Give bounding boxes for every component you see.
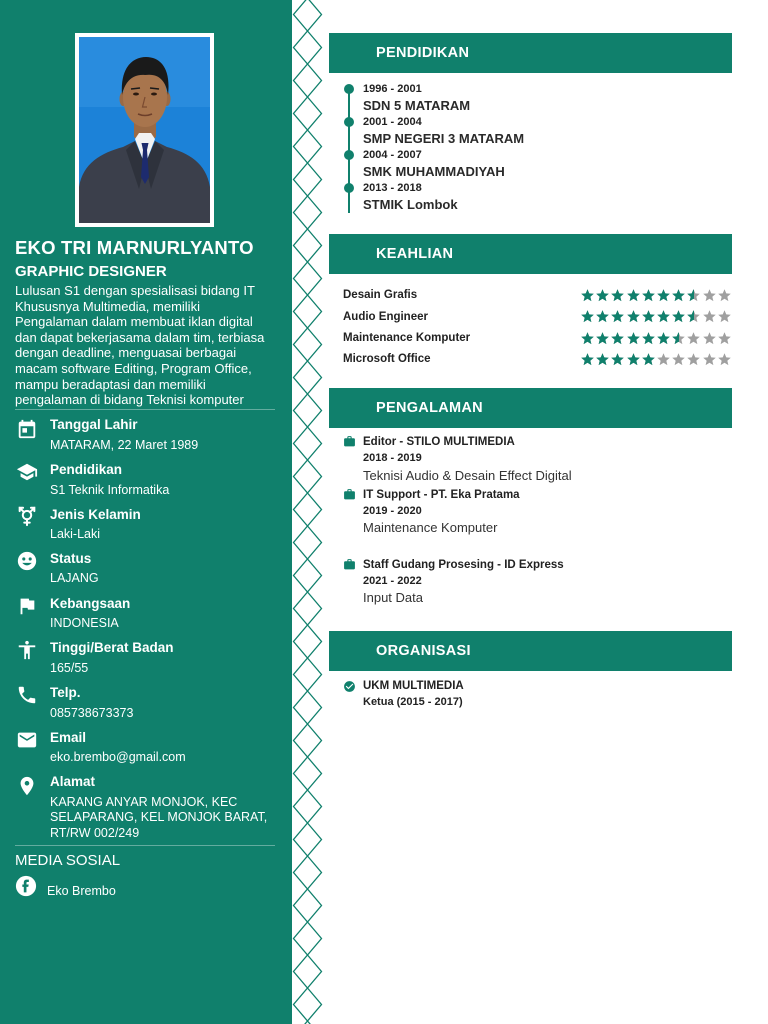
organization-name: UKM MULTIMEDIA	[363, 680, 464, 692]
info-label-birth: Tanggal Lahir	[50, 417, 138, 432]
description-line: dan dapat bekerjasama dalam tim, terbiasa	[15, 329, 265, 345]
education-years: 2001 - 2004	[363, 116, 422, 128]
profile-photo	[79, 37, 210, 223]
info-label-height-weight: Tinggi/Berat Badan	[50, 640, 174, 655]
check-circle-icon	[343, 680, 356, 693]
star-full-icon	[671, 288, 686, 303]
education-school: SMP NEGERI 3 MATARAM	[363, 131, 525, 146]
section-header-organization: ORGANISASI	[329, 631, 732, 671]
email-icon	[16, 729, 38, 751]
star-full-icon	[595, 352, 610, 367]
education-years: 2013 - 2018	[363, 182, 422, 194]
star-full-icon	[580, 331, 595, 346]
skill-name: Microsoft Office	[343, 353, 431, 365]
star-full-icon	[641, 288, 656, 303]
profile-title: GRAPHIC DESIGNER	[15, 263, 167, 280]
flag-icon	[16, 595, 38, 617]
info-label-address: Alamat	[50, 774, 96, 789]
experience-role: IT Support - PT. Eka Pratama	[363, 489, 520, 501]
experience-description: Maintenance Komputer	[363, 520, 498, 535]
experience-years: 2019 - 2020	[363, 505, 422, 517]
skill-rating	[580, 288, 732, 303]
star-empty-icon	[702, 288, 717, 303]
info-value-nationality: INDONESIA	[50, 615, 119, 630]
description-line: macam software Editing, Program Office,	[15, 360, 252, 376]
profile-photo-frame	[75, 33, 214, 227]
organization-role: Ketua (2015 - 2017)	[363, 696, 463, 708]
education-school: SMK MUHAMMADIYAH	[363, 164, 505, 179]
star-empty-icon	[656, 352, 671, 367]
divider	[15, 409, 275, 410]
star-full-icon	[641, 331, 656, 346]
star-empty-icon	[686, 352, 701, 367]
address-line: SELAPARANG, KEL MONJOK BARAT,	[50, 810, 268, 824]
sidebar	[0, 0, 292, 1024]
star-half-icon	[686, 309, 701, 324]
profile-description	[15, 283, 264, 408]
skill-name: Audio Engineer	[343, 310, 428, 323]
star-empty-icon	[717, 309, 732, 324]
phone-icon	[16, 684, 38, 706]
info-value-height-weight: 165/55	[50, 660, 89, 675]
gender-icon	[16, 505, 38, 527]
education-years: 1996 - 2001	[363, 83, 422, 95]
experience-description: Input Data	[363, 590, 423, 605]
section-header-education: PENDIDIKAN	[329, 33, 732, 73]
star-empty-icon	[717, 288, 732, 303]
description-line: pengalaman di bidang Teknisi komputer	[15, 392, 244, 408]
star-empty-icon	[671, 352, 686, 367]
star-full-icon	[671, 309, 686, 324]
diamond-border	[292, 0, 323, 1024]
experience-years: 2021 - 2022	[363, 575, 422, 587]
education-school: SDN 5 MATARAM	[363, 98, 471, 113]
star-full-icon	[595, 288, 610, 303]
timeline-dot	[344, 84, 354, 94]
info-label-gender: Jenis Kelamin	[50, 507, 141, 522]
facebook-name: Eko Brembo	[47, 883, 116, 898]
star-full-icon	[595, 331, 610, 346]
star-full-icon	[610, 352, 625, 367]
skill-rating	[580, 331, 732, 346]
experience-role: Editor - STILO MULTIMEDIA	[363, 436, 515, 448]
star-full-icon	[656, 331, 671, 346]
info-value-birth: MATARAM, 22 Maret 1989	[50, 437, 199, 452]
face-icon	[16, 550, 38, 572]
timeline-dot	[344, 183, 354, 193]
experience-years: 2018 - 2019	[363, 452, 422, 464]
info-label-nationality: Kebangsaan	[50, 596, 131, 611]
address-line: KARANG ANYAR MONJOK, KEC	[50, 794, 238, 809]
star-full-icon	[626, 331, 641, 346]
info-value-email: eko.brembo@gmail.com	[50, 749, 186, 764]
profile-name: EKO TRI MARNURLYANTO	[15, 237, 254, 258]
skill-name: Maintenance Komputer	[343, 332, 471, 344]
facebook-icon	[15, 875, 37, 897]
star-empty-icon	[717, 331, 732, 346]
briefcase-icon	[343, 435, 356, 448]
star-full-icon	[580, 352, 595, 367]
star-full-icon	[580, 309, 595, 324]
star-half-icon	[671, 331, 686, 346]
person-icon	[16, 639, 38, 661]
star-empty-icon	[717, 352, 732, 367]
star-full-icon	[610, 288, 625, 303]
timeline-dot	[344, 150, 354, 160]
skill-rating	[580, 352, 732, 367]
star-full-icon	[595, 309, 610, 324]
description-line: Pengalaman dalam membuat iklan digital	[15, 314, 253, 330]
calendar-icon	[16, 418, 38, 440]
location-pin-icon	[16, 775, 38, 797]
skill-rating	[580, 309, 732, 324]
briefcase-icon	[343, 558, 356, 571]
social-heading: MEDIA SOSIAL	[15, 852, 121, 869]
star-full-icon	[656, 288, 671, 303]
section-header-skills: KEAHLIAN	[329, 234, 732, 274]
star-full-icon	[641, 352, 656, 367]
address-line: RT/RW 002/249	[50, 825, 140, 840]
experience-role: Staff Gudang Prosesing - ID Express	[363, 559, 564, 571]
info-value-address	[50, 795, 267, 842]
timeline-dot	[344, 117, 354, 127]
description-line: mampu beradaptasi dan memiliki	[15, 376, 206, 392]
star-full-icon	[626, 309, 641, 324]
info-label-email: Email	[50, 730, 87, 745]
info-label-phone: Telp.	[50, 685, 81, 700]
info-value-gender: Laki-Laki	[50, 526, 101, 541]
graduation-cap-icon	[16, 461, 38, 483]
education-school: STMIK Lombok	[363, 197, 458, 212]
section-header-experience: PENGALAMAN	[329, 388, 732, 428]
diamond-chain	[294, 0, 322, 1024]
star-full-icon	[610, 309, 625, 324]
star-empty-icon	[702, 309, 717, 324]
star-full-icon	[656, 309, 671, 324]
star-empty-icon	[702, 352, 717, 367]
star-half-icon	[686, 288, 701, 303]
divider	[15, 845, 275, 846]
info-value-status: LAJANG	[50, 570, 99, 585]
description-line: dengan deadline, menguasai berbagai	[15, 345, 237, 361]
star-full-icon	[641, 309, 656, 324]
description-line: Lulusan S1 dengan spesialisasi bidang IT	[15, 283, 255, 298]
star-empty-icon	[686, 331, 701, 346]
info-value-education: S1 Teknik Informatika	[50, 482, 170, 497]
star-full-icon	[626, 352, 641, 367]
experience-description: Teknisi Audio & Desain Effect Digital	[363, 468, 572, 483]
info-value-phone: 085738673373	[50, 705, 134, 720]
star-empty-icon	[702, 331, 717, 346]
info-label-status: Status	[50, 551, 92, 566]
description-line: Khususnya Multimedia, memiliki	[15, 298, 200, 314]
skill-name: Desain Grafis	[343, 289, 418, 301]
star-full-icon	[610, 331, 625, 346]
briefcase-icon	[343, 488, 356, 501]
education-years: 2004 - 2007	[363, 149, 422, 161]
info-label-education: Pendidikan	[50, 462, 123, 477]
star-full-icon	[580, 288, 595, 303]
star-full-icon	[626, 288, 641, 303]
